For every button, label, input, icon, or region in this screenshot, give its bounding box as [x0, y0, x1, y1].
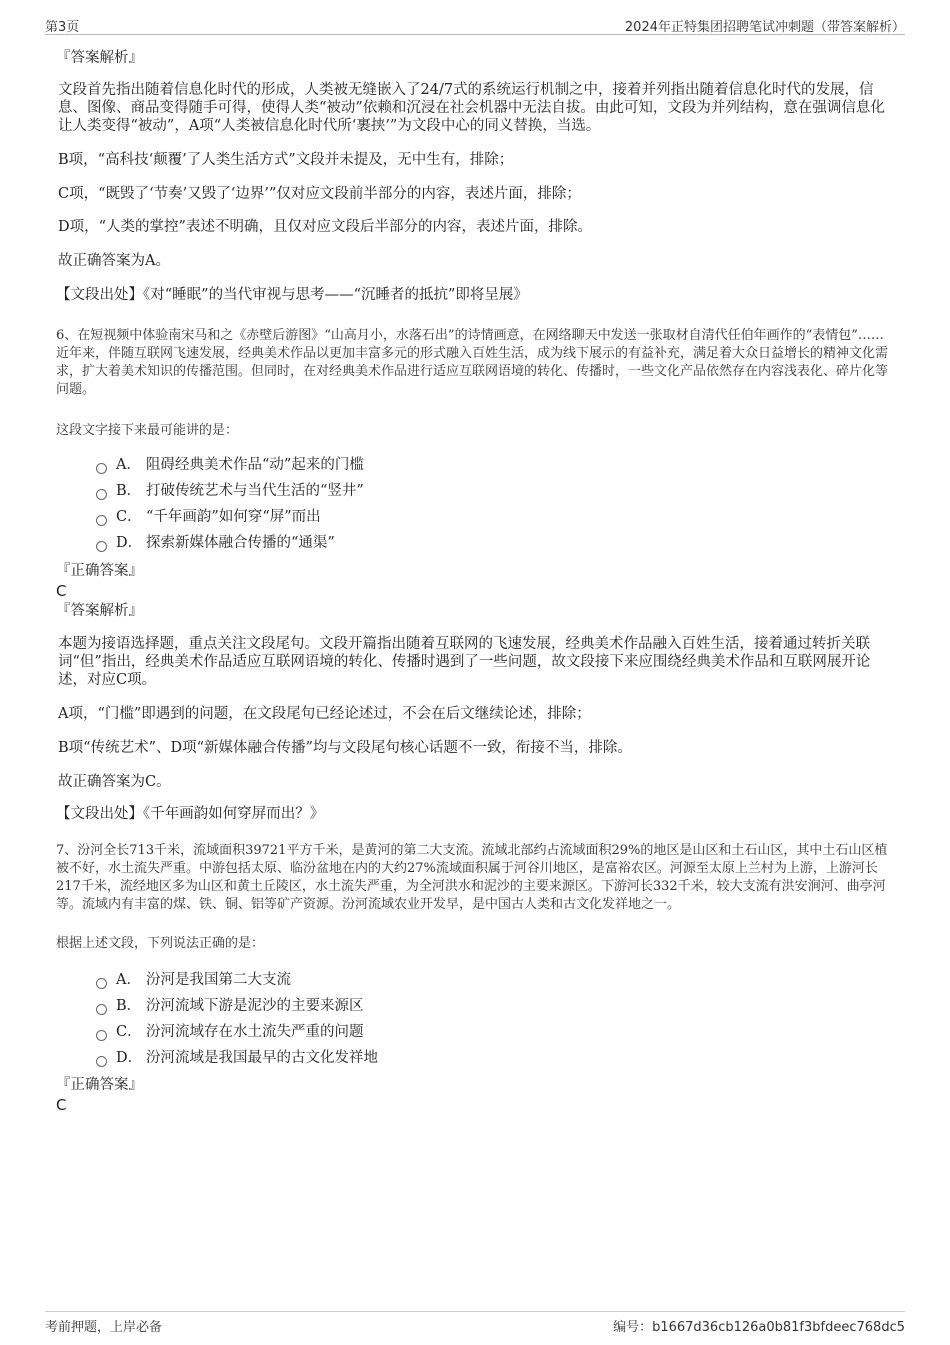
radio-button-icon[interactable]: [96, 489, 107, 500]
question-6-options: [96, 452, 364, 556]
radio-button-icon[interactable]: [96, 978, 107, 989]
correct-answer: C: [56, 582, 67, 600]
option-b[interactable]: B． 汾河流域下游是泥沙的主要来源区: [96, 993, 378, 1019]
radio-button-icon[interactable]: [96, 1056, 107, 1067]
option-a[interactable]: A． 汾河是我国第二大支流: [96, 967, 378, 993]
radio-button-icon[interactable]: [96, 1030, 107, 1041]
analysis-option-b: B项，“高科技‘颠覆’了人类生活方式”文段并未提及，无中生有，排除；: [58, 152, 514, 168]
analysis-label: 『答案解析』: [56, 50, 143, 66]
option-c[interactable]: C． “千年画韵”如何穿“屏”而出: [96, 504, 364, 530]
question-7-prompt: 根据上述文段，下列说法正确的是：: [56, 936, 265, 951]
document-title: 2024年正特集团招聘笔试冲刺题（带答案解析）: [624, 20, 905, 35]
radio-button-icon[interactable]: [96, 463, 107, 474]
analysis-option-c: C项，“既毁了‘节奏’又毁了‘边界’”仅对应文段前半部分的内容，表述片面，排除；: [58, 186, 581, 202]
correct-answer: C: [56, 1096, 67, 1114]
radio-button-icon[interactable]: [96, 541, 107, 552]
option-b[interactable]: B． 打破传统艺术与当代生活的“竖井”: [96, 478, 364, 504]
option-d[interactable]: D． 汾河流域是我国最早的古文化发祥地: [96, 1045, 378, 1071]
analysis-conclusion: 故正确答案为C。: [58, 774, 171, 790]
analysis-paragraph: 文段首先指出随着信息化时代的形成，人类被无缝嵌入了24/7式的系统运行机制之中，接着并列指出随着信息化时代的发展，信息、图像、商品变得随手可得，使得人类“被动”依赖和沉浸在社会机器中无法自拔。由此可知，文段为并列结构，意在强调信息化让人类变得“被动”，A项“人类被信息化时代所‘裹挟’”为文段中心的同义替换，当选。: [58, 82, 885, 134]
option-d[interactable]: D． 探索新媒体融合传播的“通渠”: [96, 530, 364, 556]
radio-button-icon[interactable]: [96, 1004, 107, 1015]
question-7-options: [96, 967, 378, 1071]
analysis-option-a: A项，“门槛”即遇到的问题，在文段尾句已经论述过，不会在后文继续论述，排除；: [58, 706, 591, 722]
correct-answer-label: 『正确答案』: [56, 1077, 143, 1093]
question-7-text: 7、汾河全长713千米，流域面积39721平方千米，是黄河的第二大支流。流域北部约占流域面积29%的地区是山区和土石山区，其中土石山区植被不好，水土流失严重。中游包括太原、临汾盆地在内的大约27%流域面积属于河谷川地区，是富裕农区。河源至太原上兰村为上游，上游河长217千米，流经地区多为山区和黄土丘陵区，水土流失严重，为全河洪水和泥沙的主要来源区。下游河长332千米，较大支流有洪安涧河、曲亭河等。流域内有丰富的煤、铁、铜、铝等矿产资源。汾河流域农业开发早，是中国古人类和古文化发祥地之一。: [56, 843, 888, 912]
page-header: [45, 14, 905, 35]
question-6-text: 6、在短视频中体验南宋马和之《赤壁后游图》“山高月小，水落石出”的诗情画意，在网络聊天中发送一张取材自清代任伯年画作的“表情包”……近年来，伴随互联网飞速发展，经典美术作品以更加丰富多元的形式融入百姓生活，成为线下展示的有益补充，满足着大众日益增长的精神文化需求，扩大着美术知识的传播范围。但同时，在对经典美术作品进行适应互联网语境的转化、传播时，一些文化产品依然存在内容浅表化、碎片化等问题。: [56, 328, 889, 397]
analysis-conclusion: 故正确答案为A。: [58, 253, 170, 269]
page-number: 第3页: [45, 20, 80, 35]
option-a[interactable]: A． 阻碍经典美术作品“动”起来的门槛: [96, 452, 364, 478]
correct-answer-label: 『正确答案』: [56, 563, 143, 579]
analysis-paragraph: 本题为接语选择题，重点关注文段尾句。文段开篇指出随着互联网的飞速发展，经典美术作品融入百姓生活，接着通过转折关联词“但”指出，经典美术作品适应互联网语境的转化、传播时遇到了一些问题，故文段接下来应围绕经典美术作品和互联网展开论述，对应C项。: [58, 636, 871, 688]
document-code: 编号：b1667d36cb126a0b81f3bfdeec768dc5: [613, 1320, 905, 1335]
text-source: 【文段出处】《千年画韵如何穿屏而出？》: [56, 806, 325, 822]
radio-button-icon[interactable]: [96, 515, 107, 526]
question-6-prompt: 这段文字接下来最可能讲的是：: [56, 423, 239, 438]
analysis-option-d: D项，“人类的掌控”表述不明确，且仅对应文段后半部分的内容，表述片面，排除。: [58, 219, 592, 235]
footer-slogan: 考前押题，上岸必备: [45, 1320, 163, 1335]
analysis-label: 『答案解析』: [56, 603, 143, 619]
analysis-option-bd: B项“传统艺术”、D项“新媒体融合传播”均与文段尾句核心话题不一致，衔接不当，排除。: [58, 740, 632, 756]
option-c[interactable]: C． 汾河流域存在水土流失严重的问题: [96, 1019, 378, 1045]
page-footer: [45, 1311, 905, 1336]
text-source: 【文段出处】《对“睡眠”的当代审视与思考——“沉睡者的抵抗”即将呈展》: [56, 287, 528, 303]
